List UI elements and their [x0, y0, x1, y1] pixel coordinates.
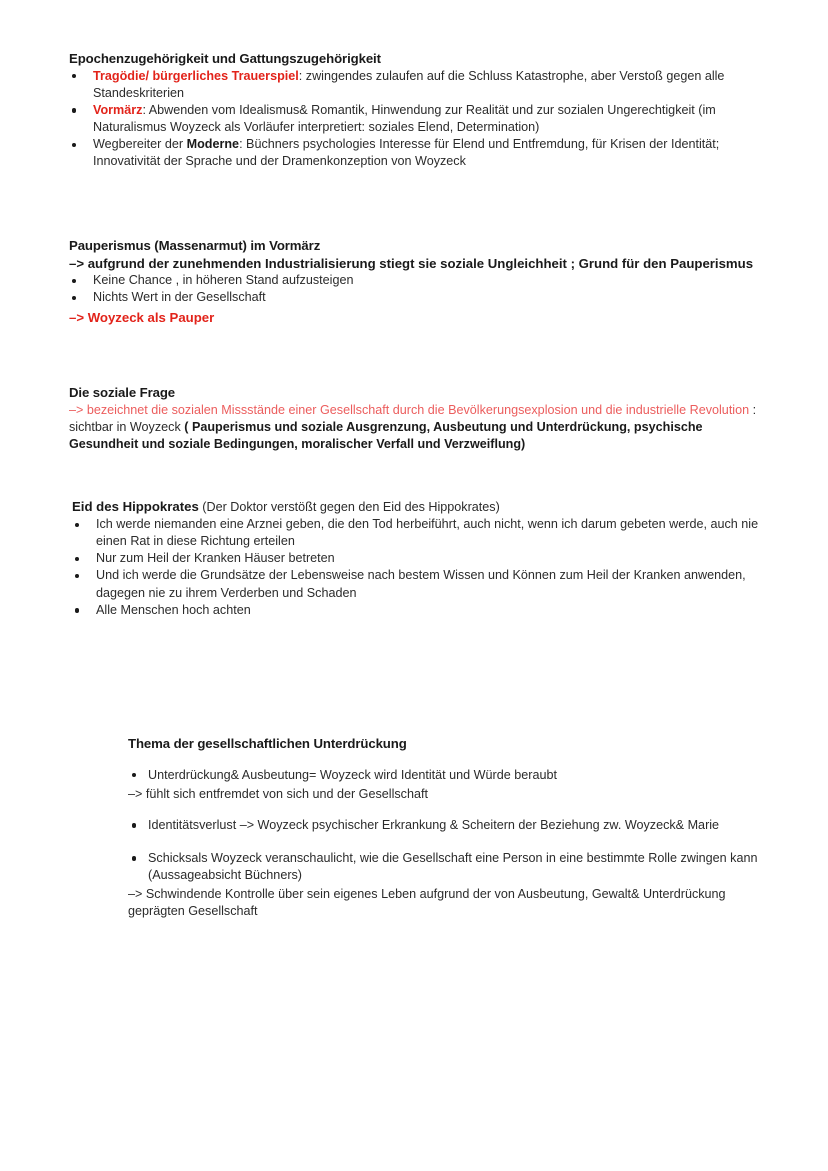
unterdrueckung-conclusion-1: –> fühlt sich entfremdet von sich und der Gesellschaft [128, 786, 428, 801]
list-item [72, 567, 762, 601]
section-soziale-frage [69, 384, 759, 453]
soziale-frage-definition: –> bezeichnet die sozialen Missstände einer Gesellschaft durch die Bevölkerungsexplosion und die industrielle Revolution [69, 402, 750, 417]
section-gesellschaftliche-unterdrueckung [128, 735, 768, 920]
bullet-dot-icon [72, 279, 76, 283]
list-item [72, 516, 762, 550]
bullet-text: : Abwenden vom Idealismus& Romantik, Hinwendung zur Realität und zur sozialen Ungerechtigkeit (im Naturalismus Woyzeck als Vorläufer interpretiert: soziales Elend, Determination) [93, 102, 716, 134]
unterdrueckung-conclusion-3: –> Schwindende Kontrolle über sein eigenes Leben aufgrund der von Ausbeutung, Gewalt& Unterdrückung geprägten Gesellschaft [128, 887, 726, 919]
section-heading-unterdrueckung: Thema der gesellschaftlichen Unterdrückung [128, 736, 407, 751]
bullet-list-unterdrueckung-2 [128, 817, 768, 834]
bullet-text: Nur zum Heil der Kranken Häuser betreten [96, 551, 335, 566]
pauperismus-closing-statement: –> Woyzeck als Pauper [69, 309, 215, 325]
bullet-list-unterdrueckung-3 [128, 850, 768, 884]
spacer [128, 803, 768, 817]
hippokrates-heading-note: (Der Doktor verstößt gegen den Eid des Hippokrates) [198, 500, 500, 514]
bullet-list-hippokrates [72, 516, 762, 619]
bullet-text: Alle Menschen hoch achten [96, 602, 251, 617]
bullet-dot-icon [72, 108, 76, 112]
section-eid-des-hippokrates [72, 498, 762, 619]
bullet-dot-icon [132, 823, 136, 827]
bullet-text: Schicksals Woyzeck veranschaulicht, wie die Gesellschaft eine Person in eine bestimmte Rolle zwingen kann (Aussageabsicht Büchners) [148, 850, 758, 883]
bullet-dot-icon [72, 74, 76, 78]
bullet-emphasis: Tragödie/ bürgerliches Trauerspiel [93, 68, 299, 83]
pauperismus-lead: –> aufgrund der zunehmenden Industrialisierung stiegt sie soziale Ungleichheit ; Grund für den Pauperismus [69, 255, 754, 271]
bullet-emphasis: Vormärz [93, 102, 143, 117]
bullet-text: Unterdrückung& Ausbeutung= Woyzeck wird Identität und Würde beraubt [148, 767, 557, 782]
hippokrates-heading-line [72, 498, 762, 516]
list-item [128, 817, 768, 834]
spacer [128, 836, 768, 850]
list-item [69, 272, 759, 289]
section-heading-epochenzugehoerigkeit: Epochenzugehörigkeit und Gattungszugehörigkeit [69, 51, 381, 66]
list-item [72, 550, 762, 567]
bullet-list-unterdrueckung-1 [128, 767, 768, 784]
bullet-emphasis: Moderne [186, 137, 240, 152]
section-heading-pauperismus: Pauperismus (Massenarmut) im Vormärz [69, 238, 321, 253]
bullet-list-pauperismus [69, 272, 759, 306]
bullet-dot-icon [132, 773, 136, 777]
soziale-frage-connector: : sichtbar in Woyzeck [69, 402, 757, 434]
bullet-dot-icon [75, 523, 79, 527]
bullet-dot-icon [72, 296, 76, 300]
list-item [69, 136, 759, 170]
list-item [69, 102, 759, 136]
spacer [128, 753, 768, 767]
list-item [128, 850, 768, 884]
bullet-dot-icon [72, 143, 76, 147]
section-heading-soziale-frage: Die soziale Frage [69, 385, 176, 400]
bullet-text: Ich werde niemanden eine Arznei geben, die den Tod herbeiführt, auch nicht, wenn ich darum gebeten werde, auch nie einen Rat in diese Richtung erteilen [96, 517, 759, 549]
bullet-text: : Büchners psychologies Interesse für Elend und Entfremdung, für Krisen der Identität; Innovativität der Sprache und der Dramenkonzeption von Woyzeck [93, 137, 720, 169]
bullet-text-pre: Wegbereiter der [93, 137, 187, 152]
bullet-dot-icon [75, 557, 79, 561]
list-item [72, 602, 762, 619]
bullet-text: Nichts Wert in der Gesellschaft [93, 290, 266, 305]
soziale-frage-aspects: ( Pauperismus und soziale Ausgrenzung, Ausbeutung und Unterdrückung, psychische Gesundheit und soziale Bedingungen, moralischer Verfall und Verzweiflung) [69, 419, 703, 451]
list-item [69, 68, 759, 102]
soziale-frage-body [69, 402, 759, 453]
list-item [69, 289, 759, 306]
section-pauperismus [69, 237, 759, 326]
section-epochenzugehoerigkeit [69, 50, 759, 170]
bullet-dot-icon [75, 608, 79, 612]
bullet-text: Keine Chance , in höheren Stand aufzusteigen [93, 273, 354, 288]
list-item [128, 767, 768, 784]
bullet-dot-icon [75, 574, 79, 578]
bullet-text: Und ich werde die Grundsätze der Lebensweise nach bestem Wissen und Können zum Heil der Kranken anwenden, dagegen nie zu ihrem Verderben und Schaden [96, 568, 746, 600]
bullet-text: : zwingendes zulaufen auf die Schluss Katastrophe, aber Verstoß gegen alle Standeskriterien [93, 68, 725, 100]
bullet-list-epochenzugehoerigkeit [69, 68, 759, 171]
bullet-text: Identitätsverlust –> Woyzeck psychischer Erkrankung & Scheitern der Beziehung zw. Woyzeck& Marie [148, 817, 720, 832]
bullet-dot-icon [132, 856, 136, 860]
section-heading-hippokrates: Eid des Hippokrates [72, 499, 199, 514]
